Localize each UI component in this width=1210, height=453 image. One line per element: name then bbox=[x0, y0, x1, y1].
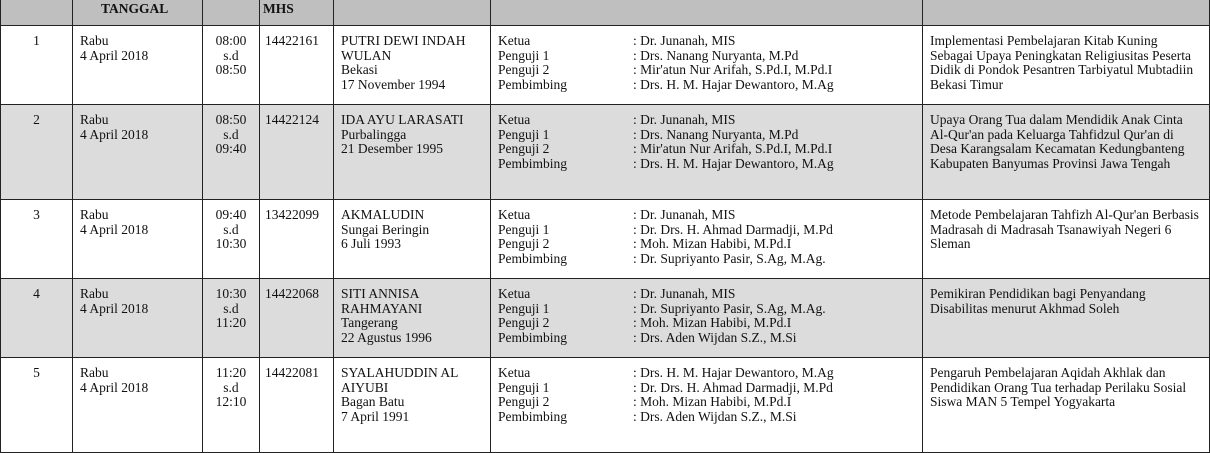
examiners-cell bbox=[491, 358, 923, 453]
table-row bbox=[1, 105, 1210, 200]
examiner-name: : Mir'atun Nur Arifah, S.Pd.I, M.Pd.I bbox=[633, 141, 833, 156]
examiner-name: : Mir'atun Nur Arifah, S.Pd.I, M.Pd.I bbox=[633, 62, 833, 77]
student-id: 13422099 bbox=[260, 200, 334, 279]
birthplace: Bekasi bbox=[341, 62, 378, 77]
examiners-cell bbox=[491, 200, 923, 279]
examiner-name: : Dr. Junanah, MIS bbox=[633, 286, 736, 301]
birthplace: Sungai Beringin bbox=[341, 221, 430, 237]
examiner-line bbox=[498, 223, 922, 238]
student-cell bbox=[334, 105, 491, 200]
examiner-role: Penguji 1 bbox=[498, 300, 550, 316]
examiner-role: Ketua bbox=[498, 112, 531, 127]
birthdate: 7 April 1991 bbox=[341, 408, 410, 424]
student-cell bbox=[334, 358, 491, 453]
examiner-name: : Drs. H. M. Hajar Dewantoro, M.Ag bbox=[633, 155, 834, 171]
thesis-title: Upaya Orang Tua dalam Mendidik Anak Cinta Al-Qur'an pada Keluarga Tahfidzul Qur'an di Desa Karangsalam Kecamatan Kedungbanteng Kabupaten Banyumas Provinsi Jawa Tengah bbox=[923, 105, 1210, 200]
birthdate: 17 November 1994 bbox=[341, 76, 446, 92]
time-start: 08:50 bbox=[215, 112, 247, 127]
student-cell bbox=[334, 279, 491, 358]
examiner-name: : Dr. Junanah, MIS bbox=[633, 112, 736, 127]
examiner-line bbox=[498, 49, 922, 64]
birthdate: 21 Desember 1995 bbox=[341, 141, 443, 156]
examiner-line bbox=[498, 395, 922, 410]
table-header-row bbox=[1, 0, 1210, 26]
student-id: 14422081 bbox=[260, 358, 334, 453]
time-cell bbox=[203, 358, 260, 453]
examiner-name: : Dr. Supriyanto Pasir, S.Ag, M.Ag. bbox=[633, 300, 826, 316]
examiner-line bbox=[498, 287, 922, 302]
examiner-name: : Dr. Supriyanto Pasir, S.Ag, M.Ag. bbox=[633, 250, 826, 266]
student-id: 14422124 bbox=[260, 105, 334, 200]
examiner-role: Ketua bbox=[498, 286, 531, 301]
examiners-cell bbox=[491, 279, 923, 358]
examiner-line bbox=[498, 34, 922, 49]
examiner-line bbox=[498, 142, 922, 157]
table-row bbox=[1, 279, 1210, 358]
examiner-role: Penguji 2 bbox=[498, 141, 550, 156]
examiner-role: Penguji 2 bbox=[498, 315, 550, 330]
time-start: 11:20 bbox=[215, 365, 247, 380]
time-start: 09:40 bbox=[215, 207, 247, 222]
header-cell-tanggal bbox=[73, 0, 203, 26]
student-cell bbox=[334, 26, 491, 105]
time-end: 12:10 bbox=[215, 394, 247, 409]
examiner-line bbox=[498, 63, 922, 78]
time-end: 09:40 bbox=[215, 141, 247, 156]
time-separator: s.d bbox=[223, 126, 239, 142]
examiner-line bbox=[498, 237, 922, 252]
student-id: 14422068 bbox=[260, 279, 334, 358]
examiners-cell bbox=[491, 105, 923, 200]
time-separator: s.d bbox=[223, 379, 239, 395]
day-label: Rabu bbox=[80, 207, 109, 222]
examiner-role: Ketua bbox=[498, 33, 531, 48]
date-label: 4 April 2018 bbox=[80, 300, 149, 316]
time-separator: s.d bbox=[223, 221, 239, 237]
date-label: 4 April 2018 bbox=[80, 126, 149, 142]
header-cell-no bbox=[1, 0, 73, 26]
examiner-name: : Drs. Nanang Nuryanta, M.Pd bbox=[633, 126, 799, 142]
header-cell-mhs bbox=[260, 0, 334, 26]
examiner-name: : Dr. Drs. H. Ahmad Darmadji, M.Pd bbox=[633, 221, 833, 237]
examiner-line bbox=[498, 208, 922, 223]
row-number: 4 bbox=[1, 279, 73, 358]
examiner-role: Penguji 1 bbox=[498, 47, 550, 63]
birthplace: Purbalingga bbox=[341, 126, 407, 142]
birthplace: Tangerang bbox=[341, 315, 398, 330]
table-row bbox=[1, 26, 1210, 105]
examiner-name: : Drs. Aden Wijdan S.Z., M.Si bbox=[633, 329, 797, 345]
time-end: 08:50 bbox=[215, 62, 247, 77]
time-cell bbox=[203, 279, 260, 358]
examiner-line bbox=[498, 331, 922, 346]
thesis-title: Metode Pembelajaran Tahfizh Al-Qur'an Berbasis Madrasah di Madrasah Tsanawiyah Negeri 6 Sleman bbox=[923, 200, 1210, 279]
examiner-role: Penguji 1 bbox=[498, 379, 550, 395]
date-cell bbox=[73, 26, 203, 105]
examiner-role: Penguji 1 bbox=[498, 126, 550, 142]
student-cell bbox=[334, 200, 491, 279]
examiner-name: : Drs. H. M. Hajar Dewantoro, M.Ag bbox=[633, 365, 834, 380]
row-number: 5 bbox=[1, 358, 73, 453]
time-separator: s.d bbox=[223, 300, 239, 316]
row-number: 1 bbox=[1, 26, 73, 105]
examiner-role: Pembimbing bbox=[498, 155, 568, 171]
examiner-line bbox=[498, 157, 922, 172]
row-number: 3 bbox=[1, 200, 73, 279]
examiner-line bbox=[498, 128, 922, 143]
thesis-title: Pemikiran Pendidikan bagi Penyandang Disabilitas menurut Akhmad Soleh bbox=[923, 279, 1210, 358]
examiner-name: : Moh. Mizan Habibi, M.Pd.I bbox=[633, 394, 792, 409]
header-cell-name bbox=[334, 0, 491, 26]
date-cell bbox=[73, 200, 203, 279]
examiner-role: Penguji 2 bbox=[498, 236, 550, 251]
student-name: PUTRI DEWI INDAH WULAN bbox=[341, 33, 466, 63]
student-name: SITI ANNISA RAHMAYANI bbox=[341, 286, 423, 316]
examiner-line bbox=[498, 78, 922, 93]
student-name: IDA AYU LARASATI bbox=[341, 112, 464, 127]
date-cell bbox=[73, 105, 203, 200]
examiner-role: Pembimbing bbox=[498, 408, 568, 424]
examiner-role: Penguji 2 bbox=[498, 62, 550, 77]
time-end: 11:20 bbox=[215, 315, 247, 330]
date-label: 4 April 2018 bbox=[80, 379, 149, 395]
examiner-name: : Moh. Mizan Habibi, M.Pd.I bbox=[633, 236, 792, 251]
header-tanggal-label: TANGGAL bbox=[101, 1, 169, 16]
time-separator: s.d bbox=[223, 47, 239, 63]
examiner-line bbox=[498, 302, 922, 317]
time-start: 10:30 bbox=[215, 286, 247, 301]
examiners-cell bbox=[491, 26, 923, 105]
examiner-name: : Drs. H. M. Hajar Dewantoro, M.Ag bbox=[633, 76, 834, 92]
table-row bbox=[1, 200, 1210, 279]
examiner-role: Pembimbing bbox=[498, 329, 568, 345]
day-label: Rabu bbox=[80, 112, 109, 127]
examiner-name: : Dr. Drs. H. Ahmad Darmadji, M.Pd bbox=[633, 379, 833, 395]
header-mhs-label: MHS bbox=[263, 1, 294, 16]
birthdate: 22 Agustus 1996 bbox=[341, 329, 432, 345]
header-cell-examiners bbox=[491, 0, 923, 26]
examiner-name: : Moh. Mizan Habibi, M.Pd.I bbox=[633, 315, 792, 330]
examiner-line bbox=[498, 410, 922, 425]
student-id: 14422161 bbox=[260, 26, 334, 105]
time-cell bbox=[203, 26, 260, 105]
examiner-line bbox=[498, 316, 922, 331]
thesis-title: Implementasi Pembelajaran Kitab Kuning Sebagai Upaya Peningkatan Religiusitas Peserta Didik di Pondok Pesantren Tarbiyatul Mubtadiin Bekasi Timur bbox=[923, 26, 1210, 105]
table-row bbox=[1, 358, 1210, 453]
examiner-role: Pembimbing bbox=[498, 76, 568, 92]
birthplace: Bagan Batu bbox=[341, 394, 405, 409]
examiner-name: : Drs. Aden Wijdan S.Z., M.Si bbox=[633, 408, 797, 424]
examiner-line bbox=[498, 113, 922, 128]
examiner-line bbox=[498, 252, 922, 267]
time-cell bbox=[203, 200, 260, 279]
student-name: AKMALUDIN bbox=[341, 207, 425, 222]
day-label: Rabu bbox=[80, 286, 109, 301]
examiner-role: Pembimbing bbox=[498, 250, 568, 266]
student-name: SYALAHUDDIN AL AIYUBI bbox=[341, 365, 458, 395]
day-label: Rabu bbox=[80, 33, 109, 48]
examiner-role: Ketua bbox=[498, 207, 531, 222]
examiner-name: : Dr. Junanah, MIS bbox=[633, 207, 736, 222]
day-label: Rabu bbox=[80, 365, 109, 380]
thesis-title: Pengaruh Pembelajaran Aqidah Akhlak dan Pendidikan Orang Tua terhadap Perilaku Sosial Siswa MAN 5 Tempel Yogyakarta bbox=[923, 358, 1210, 453]
examiner-role: Penguji 1 bbox=[498, 221, 550, 237]
examiner-role: Ketua bbox=[498, 365, 531, 380]
header-cell-title bbox=[923, 0, 1210, 26]
examiner-name: : Dr. Junanah, MIS bbox=[633, 33, 736, 48]
examiner-line bbox=[498, 381, 922, 396]
time-cell bbox=[203, 105, 260, 200]
examiner-line bbox=[498, 366, 922, 381]
row-number: 2 bbox=[1, 105, 73, 200]
date-cell bbox=[73, 358, 203, 453]
birthdate: 6 Juli 1993 bbox=[341, 236, 402, 251]
header-cell-time bbox=[203, 0, 260, 26]
date-label: 4 April 2018 bbox=[80, 221, 149, 237]
date-label: 4 April 2018 bbox=[80, 47, 149, 63]
time-end: 10:30 bbox=[215, 236, 247, 251]
examiner-role: Penguji 2 bbox=[498, 394, 550, 409]
time-start: 08:00 bbox=[215, 33, 247, 48]
examiner-name: : Drs. Nanang Nuryanta, M.Pd bbox=[633, 47, 799, 63]
date-cell bbox=[73, 279, 203, 358]
